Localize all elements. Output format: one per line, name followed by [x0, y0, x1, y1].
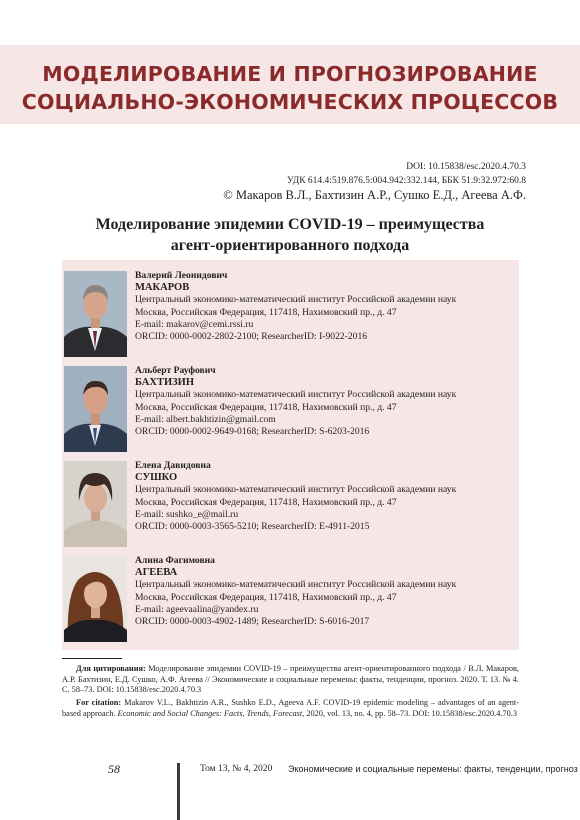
author-affiliation: Центральный экономико-математический институт Российской академии наук	[135, 484, 457, 496]
author-ids: ORCID: 0000-0002-2802-2100; ResearcherID: I-9022-2016	[135, 331, 368, 343]
author-given-name: Альберт Рауфович	[135, 365, 216, 376]
author-ids: ORCID: 0000-0003-4902-1489; ResearcherID: S-6016-2017	[135, 616, 370, 628]
author-affiliation: Центральный экономико-математический институт Российской академии наук	[135, 579, 457, 591]
author-address: Москва, Российская Федерация, 117418, Нахимовский пр., д. 47	[135, 306, 397, 318]
author-email[interactable]: E-mail: sushko_e@mail.ru	[135, 508, 239, 520]
section-header-line-2: СОЦИАЛЬНО-ЭКОНОМИЧЕСКИХ ПРОЦЕССОВ	[21, 90, 559, 114]
article-title-line-2: агент-ориентированного подхода	[170, 237, 410, 254]
citation-en-journal: Economic and Social Changes: Facts, Trends, Forecast	[117, 708, 303, 718]
author-email[interactable]: E-mail: makarov@cemi.rssi.ru	[135, 318, 254, 330]
author-ids: ORCID: 0000-0003-3565-5210; ResearcherID: E-4911-2015	[135, 521, 370, 533]
author-photo	[64, 366, 127, 452]
doi[interactable]: DOI: 10.15838/esc.2020.4.70.3	[406, 162, 526, 172]
author-affiliation: Центральный экономико-математический институт Российской академии наук	[135, 389, 457, 401]
section-header-line-1: МОДЕЛИРОВАНИЕ И ПРОГНОЗИРОВАНИЕ	[42, 62, 538, 86]
udk-bbk: УДК 614.4:519.876.5:004.942:332.144, ББК 51.9:32.972:60.8	[286, 176, 526, 186]
author-surname: АГЕЕВА	[135, 567, 178, 579]
citation-en-text: Makarov V.L., Bakhtizin A.R., Sushko E.D., Ageeva A.F. COVID-19 epidemic modeling – advantages of an agent-based approach.	[62, 698, 519, 718]
footnote-rule	[62, 658, 122, 659]
author-affiliation: Центральный экономико-математический институт Российской академии наук	[135, 294, 457, 306]
footer-issue: Том 13, № 4, 2020	[200, 764, 273, 774]
author-surname: МАКАРОВ	[135, 282, 190, 294]
citation-ru-text: Моделирование эпидемии COVID-19 – преимущества агент-ориентированного подхода / В.Л. Макаров, А.Р. Бахтизин, Е.Д. Сушко, А.Ф. Агеева // Экономические и социальные перемены: факты, тенденции, прогноз. 2020. Т. 13. № 4. С. 58–73. DOI: 10.15838/esc.2020.4.70.3	[62, 664, 519, 694]
author-surname: СУШКО	[135, 472, 178, 484]
citation-ru	[62, 664, 519, 696]
author-email[interactable]: E-mail: ageevaalina@yandex.ru	[135, 603, 259, 615]
authors-box	[62, 260, 519, 650]
copyright: © Макаров В.Л., Бахтизин А.Р., Сушко Е.Д., Агеева А.Ф.	[223, 188, 526, 202]
author-address: Москва, Российская Федерация, 117418, Нахимовский пр., д. 47	[135, 401, 397, 413]
author-card	[62, 456, 519, 552]
citation-en	[62, 698, 519, 719]
footer-divider	[177, 763, 180, 820]
author-ids: ORCID: 0000-0002-9649-0168; ResearcherID: S-6203-2016	[135, 426, 370, 438]
footer-journal-name: Экономические и социальные перемены: факты, тенденции, прогноз	[288, 764, 578, 774]
article-title-line-1: Моделирование эпидемии COVID-19 – преимущества	[95, 216, 485, 233]
author-address: Москва, Российская Федерация, 117418, Нахимовский пр., д. 47	[135, 496, 397, 508]
citation-en-label: For citation:	[76, 698, 122, 707]
citation-ru-label: Для цитирования:	[76, 664, 146, 673]
citation-en-details: , 2020, vol. 13, no. 4, pp. 58–73. DOI: 10.15838/esc.2020.4.70.3	[302, 708, 517, 718]
author-photo	[64, 271, 127, 357]
author-address: Москва, Российская Федерация, 117418, Нахимовский пр., д. 47	[135, 591, 397, 603]
author-photo	[64, 556, 127, 642]
author-given-name: Валерий Леонидович	[135, 270, 228, 281]
author-given-name: Алина Фагимовна	[135, 555, 215, 566]
author-given-name: Елена Давидовна	[135, 460, 211, 471]
author-card	[62, 551, 519, 647]
page-number: 58	[108, 762, 120, 776]
author-email[interactable]: E-mail: albert.bakhtizin@gmail.com	[135, 413, 276, 425]
author-photo	[64, 461, 127, 547]
author-card	[62, 266, 519, 362]
author-surname: БАХТИЗИН	[135, 377, 195, 389]
author-card	[62, 361, 519, 457]
